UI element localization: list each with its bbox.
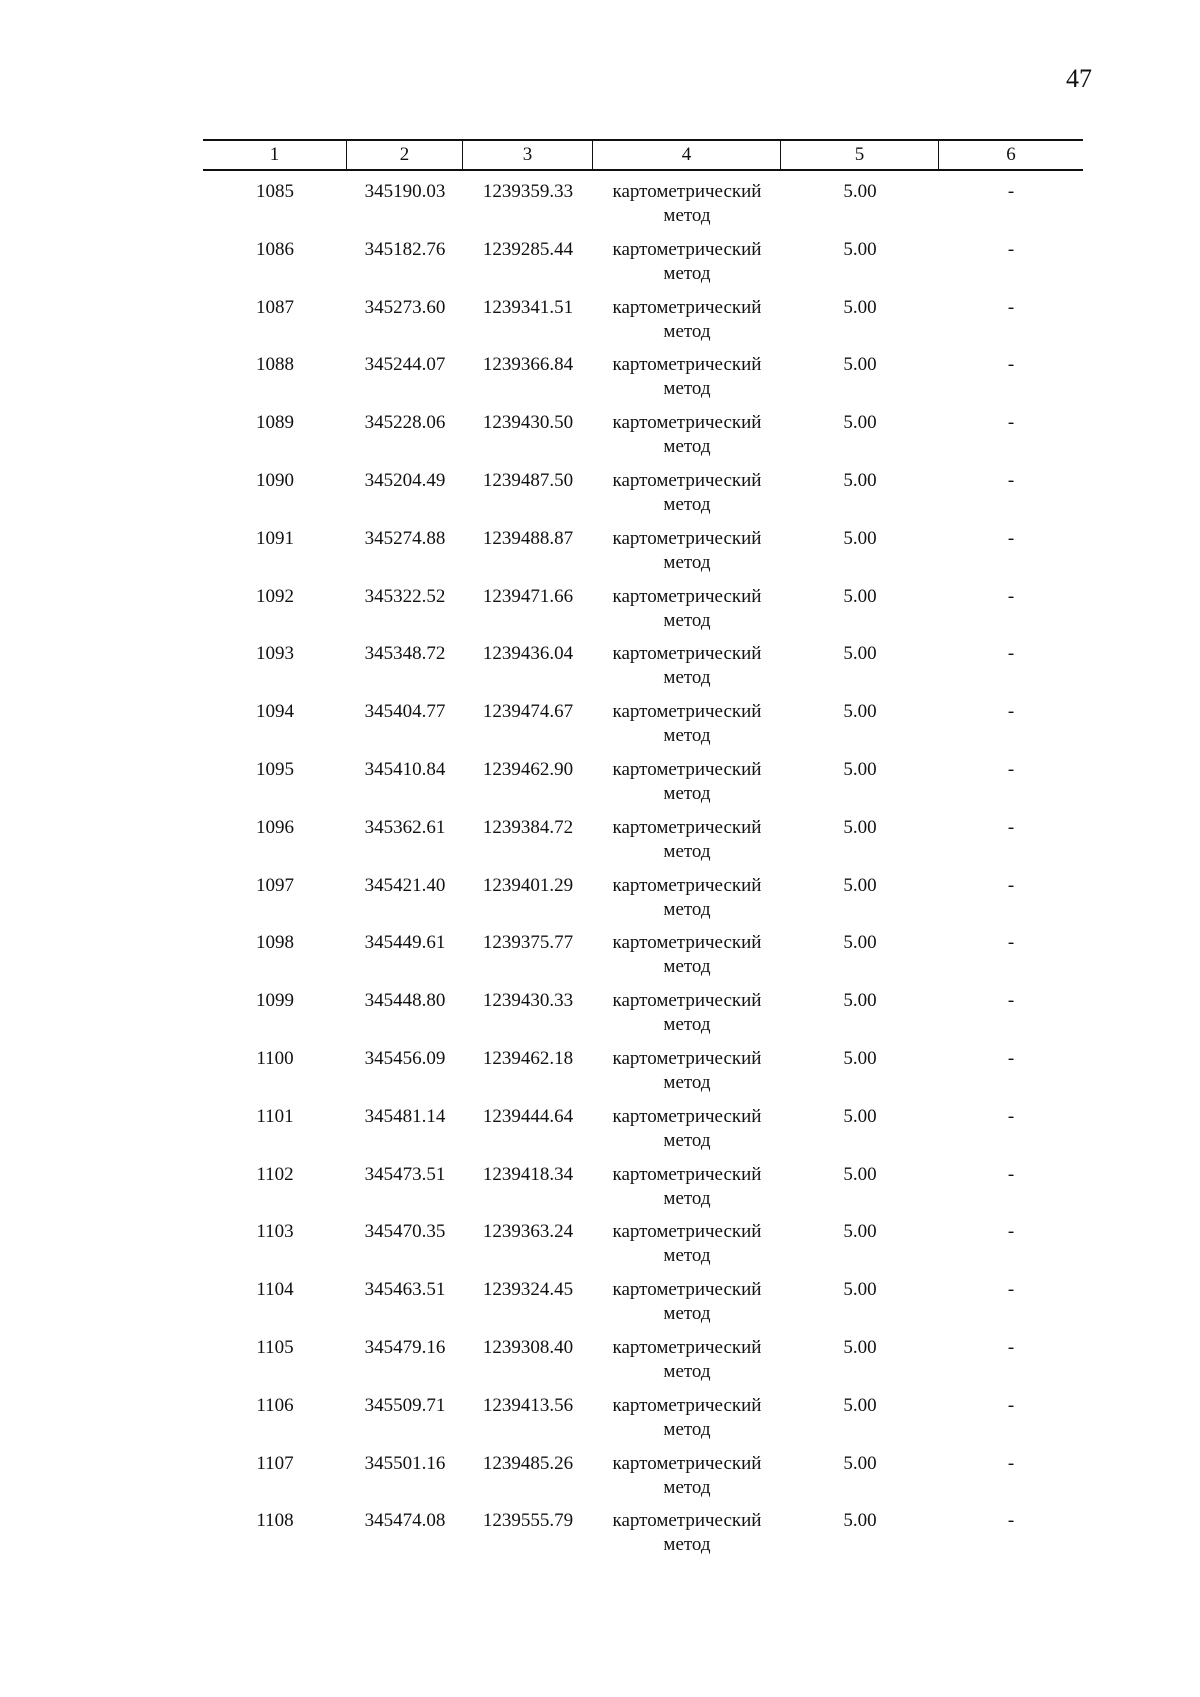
method-line-2: метод: [663, 320, 711, 342]
y-coordinate-cell: 1239488.87: [482, 527, 574, 549]
note-cell: -: [1007, 758, 1015, 780]
y-coordinate-cell: 1239430.33: [482, 990, 574, 1012]
method-cell: [593, 642, 781, 700]
method-line-1: картометрический: [612, 585, 762, 607]
method-cell: [593, 238, 781, 296]
method-line-2: метод: [663, 493, 711, 515]
method-line-2: метод: [663, 1071, 711, 1093]
x-coordinate-cell: 345274.88: [364, 527, 446, 549]
method-line-1: картометрический: [612, 932, 762, 954]
x-coordinate-cell: 345322.52: [364, 585, 446, 607]
point-number-cell: 1086: [256, 238, 294, 260]
y-coordinate-cell: 1239375.77: [482, 932, 574, 954]
accuracy-cell: 5.00: [843, 527, 877, 549]
y-coordinate-cell: 1239462.90: [482, 758, 574, 780]
method-line-2: метод: [663, 1187, 711, 1209]
method-cell: [593, 874, 781, 932]
accuracy-cell: 5.00: [843, 585, 877, 607]
table-header: [203, 139, 1083, 171]
note-cell: -: [1007, 1510, 1015, 1532]
accuracy-cell: 5.00: [843, 1394, 877, 1416]
method-line-1: картометрический: [612, 874, 762, 896]
x-coordinate-cell: 345410.84: [364, 758, 446, 780]
table-row: [203, 874, 1083, 932]
point-number-cell: 1104: [256, 1279, 294, 1301]
x-coordinate-cell: 345448.80: [364, 990, 446, 1012]
note-cell: -: [1007, 1163, 1015, 1185]
point-number-cell: 1099: [256, 990, 294, 1012]
x-coordinate-cell: 345204.49: [364, 469, 446, 491]
note-cell: -: [1007, 1394, 1015, 1416]
method-line-2: метод: [663, 551, 711, 573]
y-coordinate-cell: 1239487.50: [482, 469, 574, 491]
method-line-1: картометрический: [612, 181, 762, 202]
accuracy-cell: 5.00: [843, 238, 877, 260]
method-cell: [593, 296, 781, 354]
table-row: [203, 1047, 1083, 1105]
note-cell: -: [1007, 181, 1015, 202]
note-cell: -: [1007, 1047, 1015, 1069]
note-cell: -: [1007, 469, 1015, 491]
y-coordinate-cell: 1239285.44: [482, 238, 574, 260]
method-line-1: картометрический: [612, 1394, 762, 1416]
note-cell: -: [1007, 585, 1015, 607]
x-coordinate-cell: 345456.09: [364, 1047, 446, 1069]
method-cell: [593, 180, 781, 238]
table-row: [203, 469, 1083, 527]
method-line-2: метод: [663, 609, 711, 631]
x-coordinate-cell: 345463.51: [364, 1279, 446, 1301]
point-number-cell: 1092: [256, 585, 294, 607]
method-line-2: метод: [663, 725, 711, 747]
method-cell: [593, 1278, 781, 1336]
point-number-cell: 1087: [256, 296, 294, 318]
point-number-cell: 1094: [256, 701, 294, 723]
method-line-2: метод: [663, 1014, 711, 1036]
note-cell: -: [1007, 527, 1015, 549]
note-cell: -: [1007, 1452, 1015, 1474]
y-coordinate-cell: 1239430.50: [482, 412, 574, 434]
note-cell: -: [1007, 932, 1015, 954]
note-cell: -: [1007, 296, 1015, 318]
table-row: [203, 642, 1083, 700]
x-coordinate-cell: 345362.61: [364, 816, 446, 838]
table-row: [203, 931, 1083, 989]
page-number: 47: [1066, 64, 1092, 93]
x-coordinate-cell: 345509.71: [364, 1394, 446, 1416]
accuracy-cell: 5.00: [843, 296, 877, 318]
method-cell: [593, 816, 781, 874]
note-cell: -: [1007, 1279, 1015, 1301]
note-cell: -: [1007, 643, 1015, 665]
accuracy-cell: 5.00: [843, 643, 877, 665]
method-line-1: картометрический: [612, 990, 762, 1012]
note-cell: -: [1007, 238, 1015, 260]
point-number-cell: 1098: [256, 932, 294, 954]
accuracy-cell: 5.00: [843, 1105, 877, 1127]
method-line-2: метод: [663, 667, 711, 689]
note-cell: -: [1007, 1105, 1015, 1127]
method-cell: [593, 585, 781, 643]
method-line-2: метод: [663, 1360, 711, 1382]
x-coordinate-cell: 345479.16: [364, 1336, 446, 1358]
accuracy-cell: 5.00: [843, 816, 877, 838]
point-number-cell: 1095: [256, 758, 294, 780]
method-line-1: картометрический: [612, 412, 762, 434]
x-coordinate-cell: 345473.51: [364, 1163, 446, 1185]
point-number-cell: 1090: [256, 469, 294, 491]
method-line-2: метод: [663, 205, 711, 226]
method-line-2: метод: [663, 378, 711, 400]
point-number-cell: 1091: [256, 527, 294, 549]
y-coordinate-cell: 1239485.26: [482, 1452, 574, 1474]
point-number-cell: 1088: [256, 354, 294, 376]
method-line-1: картометрический: [612, 1221, 762, 1243]
y-coordinate-cell: 1239413.56: [482, 1394, 574, 1416]
accuracy-cell: 5.00: [843, 1336, 877, 1358]
table-row: [203, 527, 1083, 585]
note-cell: -: [1007, 816, 1015, 838]
method-line-1: картометрический: [612, 1510, 762, 1532]
method-line-2: метод: [663, 1476, 711, 1498]
method-cell: [593, 989, 781, 1047]
method-cell: [593, 1220, 781, 1278]
point-number-cell: 1097: [256, 874, 294, 896]
accuracy-cell: 5.00: [843, 181, 877, 202]
accuracy-cell: 5.00: [843, 469, 877, 491]
table-row: [203, 238, 1083, 296]
method-line-1: картометрический: [612, 643, 762, 665]
note-cell: -: [1007, 990, 1015, 1012]
y-coordinate-cell: 1239462.18: [482, 1047, 574, 1069]
method-cell: [593, 411, 781, 469]
x-coordinate-cell: 345421.40: [364, 874, 446, 896]
table-body: [203, 180, 1083, 1567]
x-coordinate-cell: 345228.06: [364, 412, 446, 434]
x-coordinate-cell: 345273.60: [364, 296, 446, 318]
method-cell: [593, 1047, 781, 1105]
y-coordinate-cell: 1239471.66: [482, 585, 574, 607]
method-line-2: метод: [663, 1534, 711, 1556]
header-col-2: 2: [347, 141, 463, 169]
accuracy-cell: 5.00: [843, 1452, 877, 1474]
method-line-1: картометрический: [612, 354, 762, 376]
method-line-2: метод: [663, 840, 711, 862]
y-coordinate-cell: 1239436.04: [482, 643, 574, 665]
method-cell: [593, 700, 781, 758]
method-cell: [593, 1105, 781, 1163]
x-coordinate-cell: 345474.08: [364, 1510, 446, 1532]
x-coordinate-cell: 345449.61: [364, 932, 446, 954]
y-coordinate-cell: 1239341.51: [482, 296, 574, 318]
method-line-1: картометрический: [612, 1163, 762, 1185]
y-coordinate-cell: 1239418.34: [482, 1163, 574, 1185]
method-line-2: метод: [663, 1245, 711, 1267]
y-coordinate-cell: 1239384.72: [482, 816, 574, 838]
method-line-1: картометрический: [612, 1105, 762, 1127]
method-cell: [593, 1509, 781, 1567]
method-line-2: метод: [663, 262, 711, 284]
method-line-2: метод: [663, 436, 711, 458]
x-coordinate-cell: 345470.35: [364, 1221, 446, 1243]
point-number-cell: 1096: [256, 816, 294, 838]
point-number-cell: 1100: [256, 1047, 294, 1069]
accuracy-cell: 5.00: [843, 701, 877, 723]
method-line-1: картометрический: [612, 816, 762, 838]
method-cell: [593, 1394, 781, 1452]
method-cell: [593, 1336, 781, 1394]
accuracy-cell: 5.00: [843, 354, 877, 376]
point-number-cell: 1105: [256, 1336, 294, 1358]
method-cell: [593, 931, 781, 989]
method-cell: [593, 758, 781, 816]
method-line-2: метод: [663, 1129, 711, 1151]
point-number-cell: 1103: [256, 1221, 294, 1243]
method-cell: [593, 469, 781, 527]
x-coordinate-cell: 345404.77: [364, 701, 446, 723]
method-cell: [593, 353, 781, 411]
header-col-3: 3: [463, 141, 593, 169]
point-number-cell: 1107: [256, 1452, 294, 1474]
method-line-2: метод: [663, 898, 711, 920]
table-row: [203, 758, 1083, 816]
method-line-1: картометрический: [612, 1336, 762, 1358]
header-col-5: 5: [781, 141, 939, 169]
x-coordinate-cell: 345481.14: [364, 1105, 446, 1127]
point-number-cell: 1089: [256, 412, 294, 434]
header-col-6: 6: [1006, 144, 1016, 165]
table-row: [203, 296, 1083, 354]
note-cell: -: [1007, 354, 1015, 376]
y-coordinate-cell: 1239324.45: [482, 1279, 574, 1301]
table-row: [203, 585, 1083, 643]
table-row: [203, 1105, 1083, 1163]
accuracy-cell: 5.00: [843, 1510, 877, 1532]
table-row: [203, 411, 1083, 469]
note-cell: -: [1007, 1221, 1015, 1243]
point-number-cell: 1106: [256, 1394, 294, 1416]
accuracy-cell: 5.00: [843, 1279, 877, 1301]
accuracy-cell: 5.00: [843, 1221, 877, 1243]
method-line-1: картометрический: [612, 1452, 762, 1474]
table-row: [203, 353, 1083, 411]
y-coordinate-cell: 1239363.24: [482, 1221, 574, 1243]
table-row: [203, 180, 1083, 238]
table-row: [203, 1336, 1083, 1394]
x-coordinate-cell: 345501.16: [364, 1452, 446, 1474]
method-line-1: картометрический: [612, 701, 762, 723]
accuracy-cell: 5.00: [843, 1047, 877, 1069]
accuracy-cell: 5.00: [843, 412, 877, 434]
accuracy-cell: 5.00: [843, 932, 877, 954]
note-cell: -: [1007, 1336, 1015, 1358]
x-coordinate-cell: 345190.03: [364, 181, 446, 202]
note-cell: -: [1007, 874, 1015, 896]
point-number-cell: 1101: [256, 1105, 294, 1127]
method-line-2: метод: [663, 1303, 711, 1325]
header-col-4: 4: [593, 141, 781, 169]
table-row: [203, 989, 1083, 1047]
method-line-1: картометрический: [612, 238, 762, 260]
method-line-1: картометрический: [612, 296, 762, 318]
y-coordinate-cell: 1239444.64: [482, 1105, 574, 1127]
y-coordinate-cell: 1239359.33: [482, 181, 574, 202]
y-coordinate-cell: 1239308.40: [482, 1336, 574, 1358]
method-cell: [593, 1163, 781, 1221]
point-number-cell: 1085: [256, 181, 294, 202]
accuracy-cell: 5.00: [843, 1163, 877, 1185]
y-coordinate-cell: 1239401.29: [482, 874, 574, 896]
method-line-2: метод: [663, 782, 711, 804]
point-number-cell: 1108: [256, 1510, 294, 1532]
accuracy-cell: 5.00: [843, 990, 877, 1012]
method-line-1: картометрический: [612, 758, 762, 780]
accuracy-cell: 5.00: [843, 758, 877, 780]
method-cell: [593, 527, 781, 585]
method-line-2: метод: [663, 1418, 711, 1440]
method-cell: [593, 1452, 781, 1510]
point-number-cell: 1102: [256, 1163, 294, 1185]
y-coordinate-cell: 1239366.84: [482, 354, 574, 376]
x-coordinate-cell: 345182.76: [364, 238, 446, 260]
point-number-cell: 1093: [256, 643, 294, 665]
note-cell: -: [1007, 412, 1015, 434]
table-row: [203, 1220, 1083, 1278]
table-row: [203, 1452, 1083, 1510]
method-line-1: картометрический: [612, 469, 762, 491]
method-line-2: метод: [663, 956, 711, 978]
y-coordinate-cell: 1239474.67: [482, 701, 574, 723]
accuracy-cell: 5.00: [843, 874, 877, 896]
table-row: [203, 816, 1083, 874]
header-col-1: 1: [203, 141, 347, 169]
method-line-1: картометрический: [612, 527, 762, 549]
table-row: [203, 1394, 1083, 1452]
method-line-1: картометрический: [612, 1047, 762, 1069]
x-coordinate-cell: 345244.07: [364, 354, 446, 376]
table-row: [203, 700, 1083, 758]
table-row: [203, 1509, 1083, 1567]
note-cell: -: [1007, 701, 1015, 723]
y-coordinate-cell: 1239555.79: [482, 1510, 574, 1532]
table-row: [203, 1278, 1083, 1336]
table-row: [203, 1163, 1083, 1221]
x-coordinate-cell: 345348.72: [364, 643, 446, 665]
method-line-1: картометрический: [612, 1279, 762, 1301]
